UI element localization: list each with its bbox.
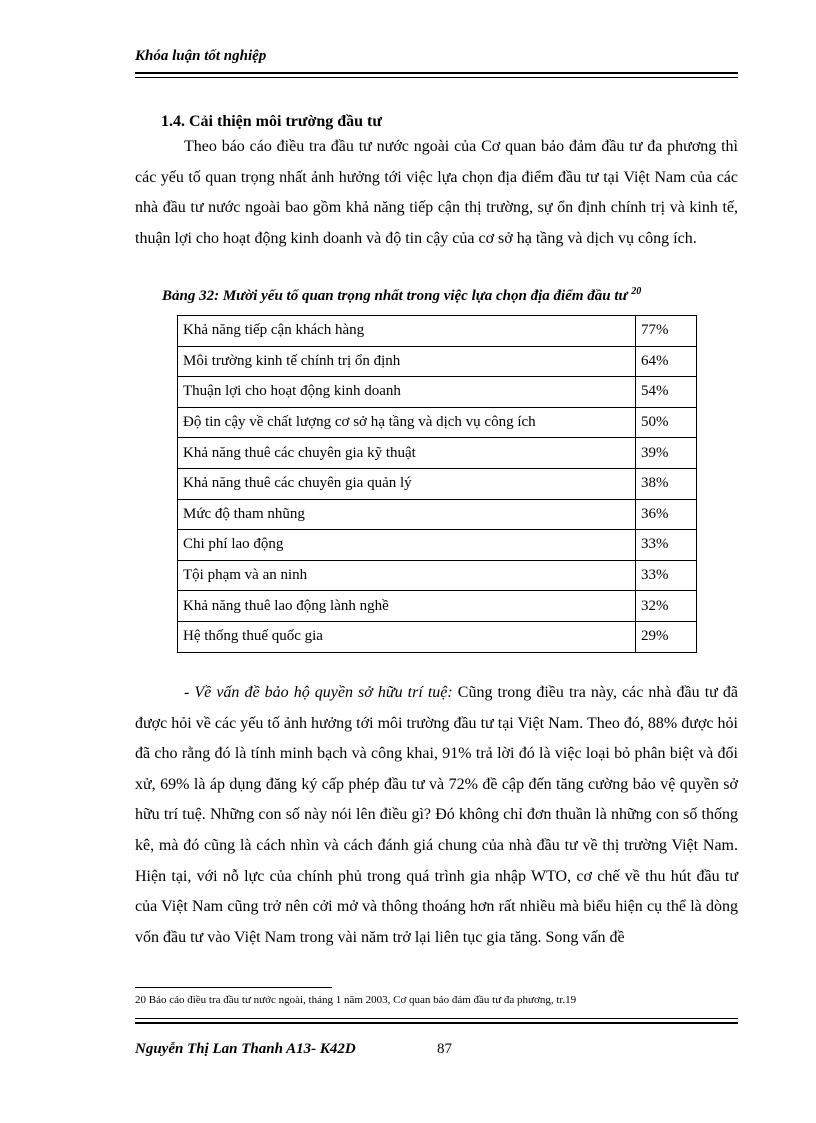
- factor-cell: Khả năng thuê lao động lành nghề: [178, 591, 636, 622]
- factors-table: [177, 315, 697, 653]
- table-row: [178, 316, 697, 347]
- table-caption: [162, 286, 641, 305]
- table-row: [178, 499, 697, 530]
- table-row: [178, 407, 697, 438]
- table-row: [178, 468, 697, 499]
- table-row: [178, 377, 697, 408]
- paragraph-1: Theo báo cáo điều tra đầu tư nước ngoài của Cơ quan bảo đảm đầu tư đa phương thì các yếu tố quan trọng nhất ảnh hưởng tới việc lựa chọn địa điểm đầu tư tại Việt Nam của các nhà đầu tư nước ngoài bao gồm khả năng tiếp cận thị trường, sự ổn định chính trị và kinh tế, thuận lợi cho hoạt động kinh doanh và độ tin cậy của cơ sở hạ tầng và dịch vụ công ích.: [135, 138, 738, 247]
- factor-cell: Chi phí lao động: [178, 530, 636, 561]
- factor-cell: Tội phạm và an ninh: [178, 560, 636, 591]
- footnote: [135, 994, 576, 1006]
- table-caption-text: Bảng 32: Mười yếu tố quan trọng nhất trong việc lựa chọn địa điểm đầu tư: [162, 288, 628, 304]
- footer-rule-thin: [135, 1018, 738, 1019]
- paragraph-2-body: Cũng trong điều tra này, các nhà đầu tư đã được hỏi về các yếu tố ảnh hưởng tới môi trường đầu tư tại Việt Nam. Theo đó, 88% được hỏi đã cho rằng đó là tính minh bạch và công khai, 91% trả lời đó là việc loại bỏ phân biệt và đối xử, 69% là áp dụng đăng ký cấp phép đầu tư và 72% đề cập đến tăng cường bảo vệ quyền sở hữu trí tuệ. Những con số này nói lên điều gì? Đó không chỉ đơn thuần là những con số thống kê, mà đó cũng là cách nhìn và cách đánh giá chung của nhà đầu tư về thị trường Việt Nam. Hiện tại, với nỗ lực của chính phủ trong quá trình gia nhập WTO, cơ chế về thu hút đầu tư của Việt Nam cũng trở nên cởi mở và thông thoáng hơn rất nhiều mà biểu hiện cụ thể là dòng vốn đầu tư vào Việt Nam trong vài năm trở lại liên tục gia tăng. Song vấn đề: [135, 684, 738, 946]
- paragraph-2: [135, 678, 738, 953]
- percent-cell: 38%: [636, 468, 697, 499]
- header-title: Khóa luận tốt nghiệp: [135, 48, 267, 64]
- factor-cell: Mức độ tham nhũng: [178, 499, 636, 530]
- percent-cell: 50%: [636, 407, 697, 438]
- table-row: [178, 530, 697, 561]
- table-row: [178, 621, 697, 652]
- percent-cell: 29%: [636, 621, 697, 652]
- footnote-number: 20: [135, 994, 146, 1006]
- factor-cell: Khả năng thuê các chuyên gia kỹ thuật: [178, 438, 636, 469]
- percent-cell: 64%: [636, 346, 697, 377]
- footer-rule-thick: [135, 1022, 738, 1024]
- section-title: 1.4. Cải thiện môi trường đầu tư: [161, 113, 382, 130]
- percent-cell: 36%: [636, 499, 697, 530]
- header-rule-thick: [135, 72, 738, 74]
- footnote-text: Báo cáo điều tra đầu tư nước ngoài, tháng 1 năm 2003, Cơ quan bảo đảm đầu tư đa phương, tr.19: [148, 994, 577, 1006]
- table-footnote-ref: 20: [631, 286, 642, 297]
- table-row: [178, 438, 697, 469]
- table-row: [178, 560, 697, 591]
- factor-cell: Môi trường kinh tế chính trị ổn định: [178, 346, 636, 377]
- percent-cell: 54%: [636, 377, 697, 408]
- factor-cell: Thuận lợi cho hoạt động kinh doanh: [178, 377, 636, 408]
- header-rule-thin: [135, 77, 738, 78]
- factor-cell: Khả năng thuê các chuyên gia quản lý: [178, 468, 636, 499]
- percent-cell: 33%: [636, 560, 697, 591]
- percent-cell: 77%: [636, 316, 697, 347]
- footer-author: Nguyễn Thị Lan Thanh A13- K42D: [135, 1041, 356, 1057]
- page-number: 87: [437, 1041, 452, 1057]
- percent-cell: 39%: [636, 438, 697, 469]
- paragraph-2-lead: - Về vấn đề bảo hộ quyền sở hữu trí tuệ:: [184, 684, 453, 701]
- factor-cell: Khả năng tiếp cận khách hàng: [178, 316, 636, 347]
- table-row: [178, 591, 697, 622]
- footnote-rule: [135, 987, 332, 988]
- percent-cell: 33%: [636, 530, 697, 561]
- factor-cell: Độ tin cậy về chất lượng cơ sở hạ tầng và dịch vụ công ích: [178, 407, 636, 438]
- factor-cell: Hệ thống thuế quốc gia: [178, 621, 636, 652]
- table-row: [178, 346, 697, 377]
- percent-cell: 32%: [636, 591, 697, 622]
